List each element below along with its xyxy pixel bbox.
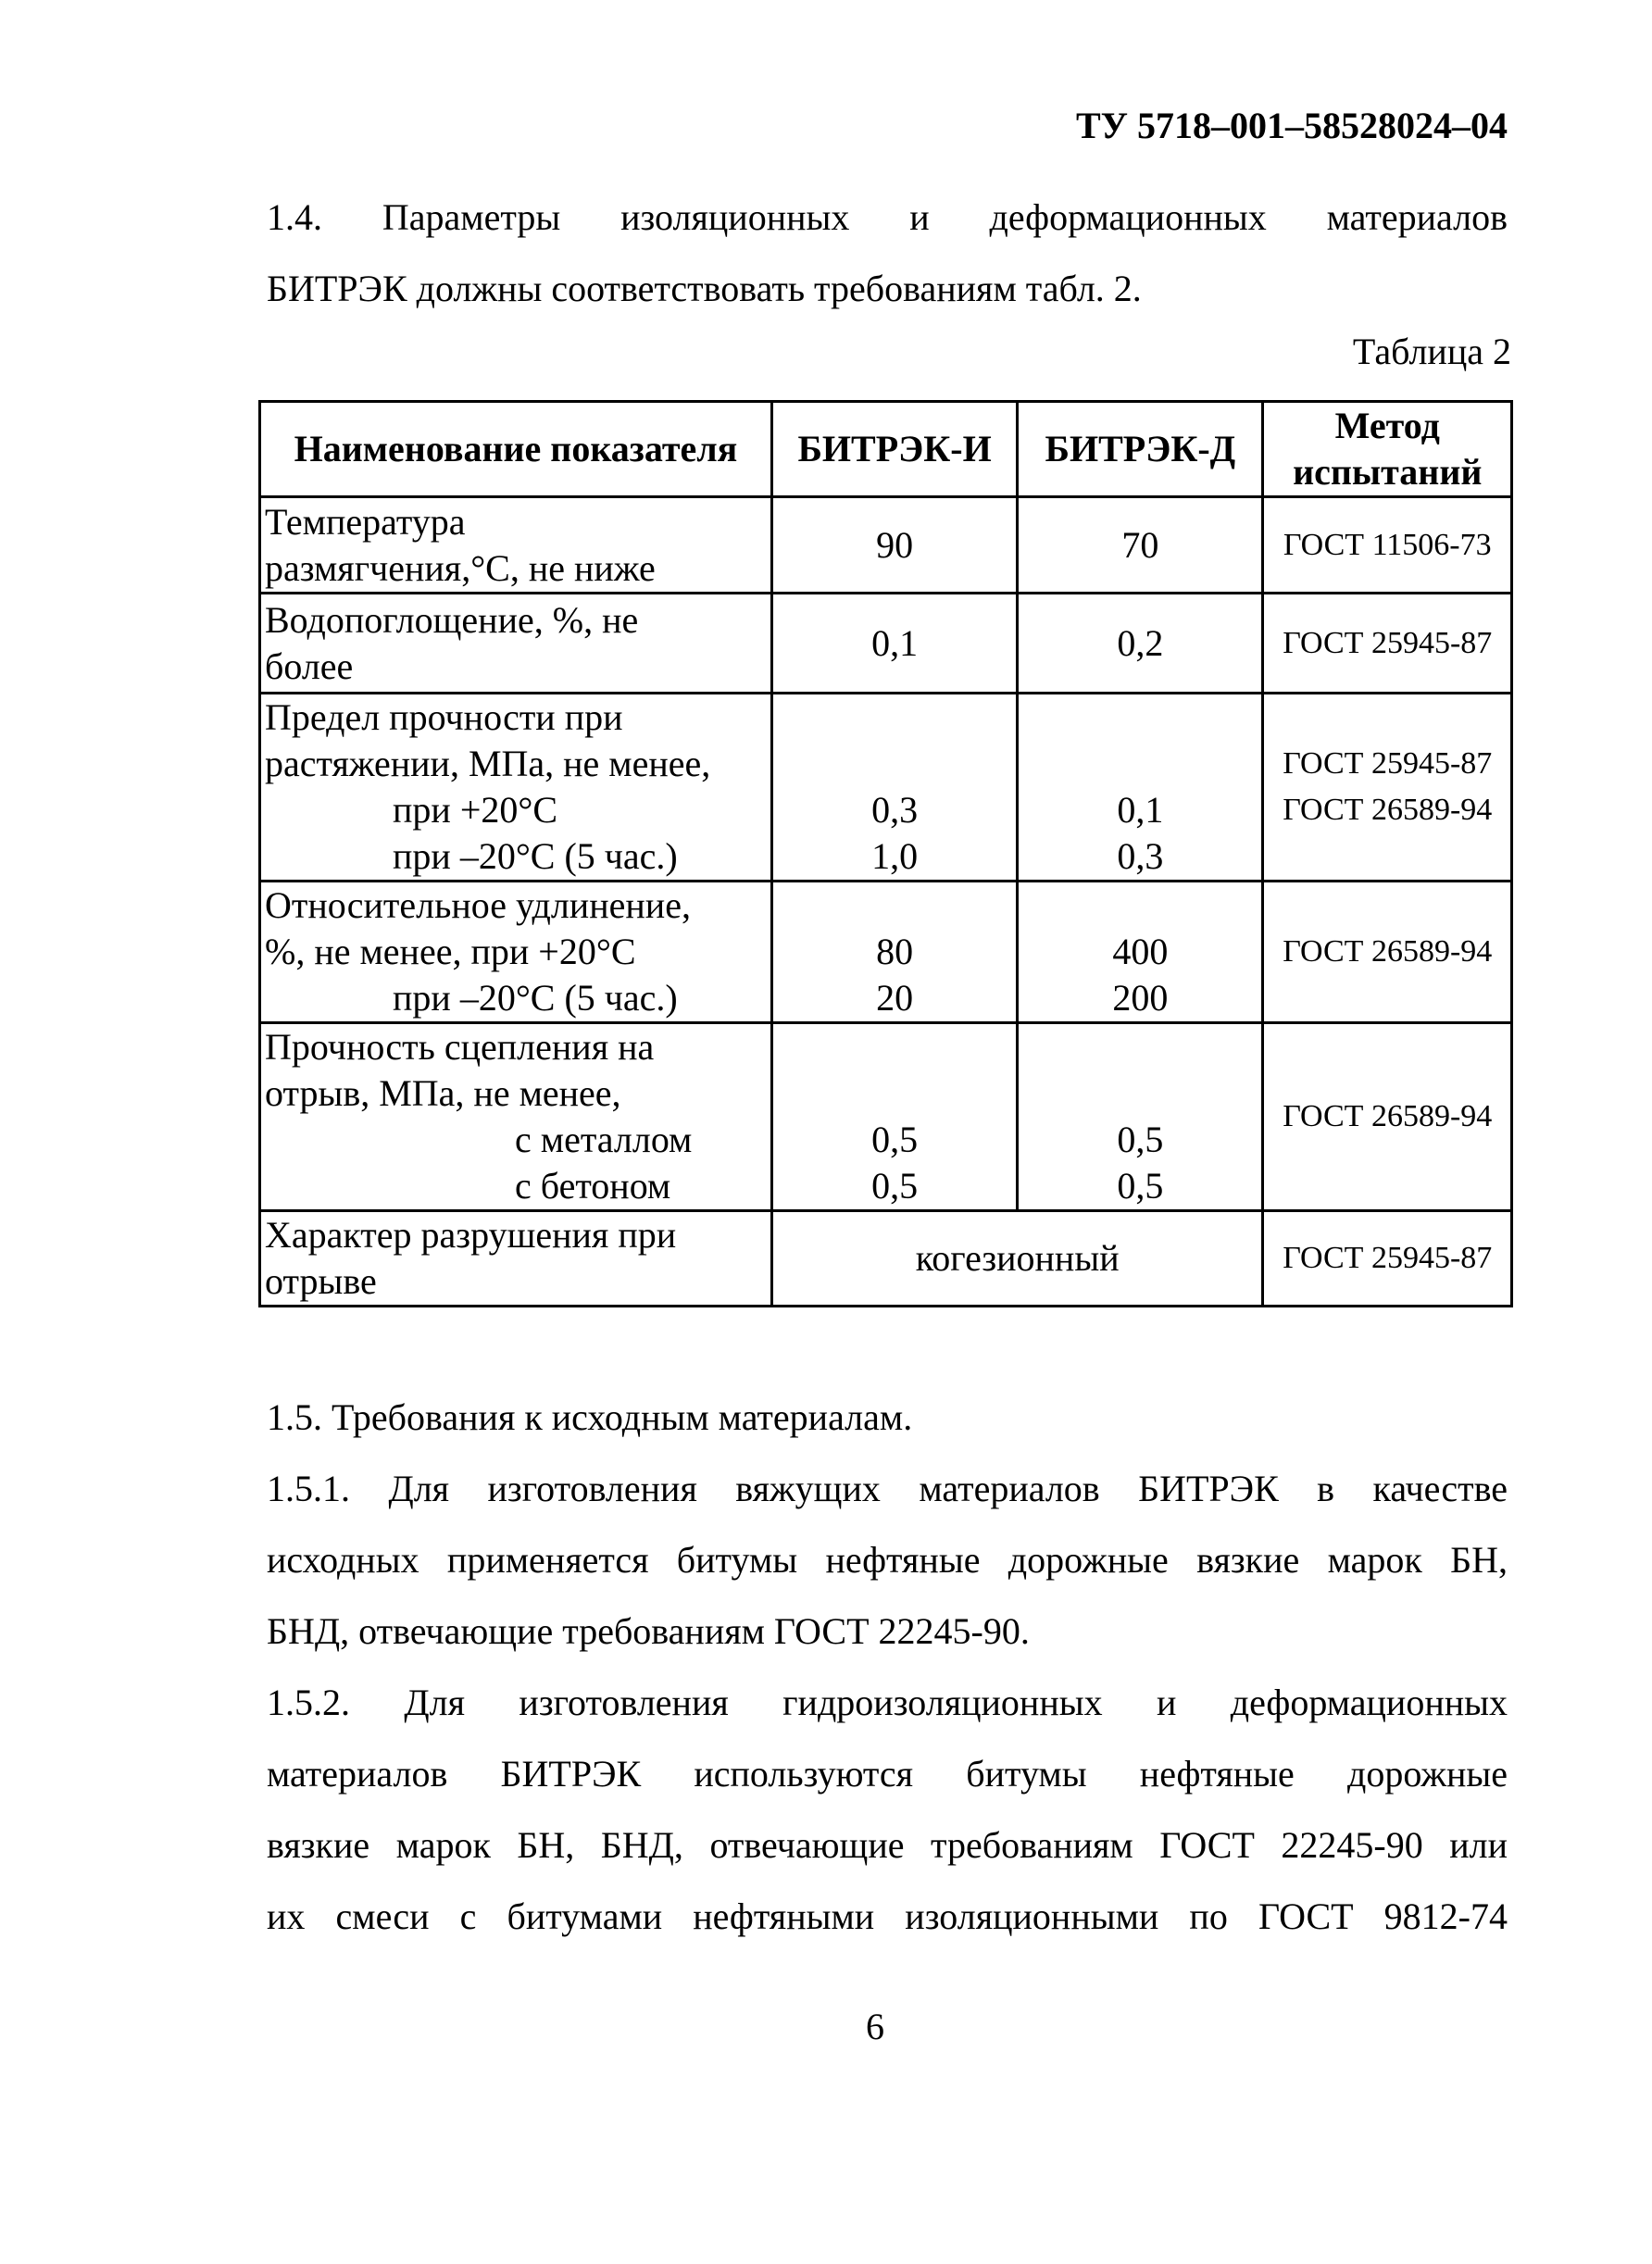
table-cell: 70 [1018,497,1263,594]
cell-line: %, не менее, при +20°С [265,931,636,972]
cell-line: 1,0 [871,835,919,877]
cell-line: Метод [1334,405,1440,446]
cell-line: Температура [265,500,466,543]
table-cell [771,1023,1017,1211]
paragraph-line: БНД, отвечающие требованиям ГОСТ 22245-90. [267,1610,1030,1652]
section-1-5 [267,1382,1508,1952]
header-name: Наименование показателя [260,402,772,497]
cell-line: при –20°С (5 час.) [393,835,678,877]
cell-line: ГОСТ 25945-87 [1283,746,1493,781]
cell-line: 20 [876,977,914,1019]
table-cell [1263,694,1512,882]
table-row [260,1211,1512,1307]
cell-line: 400 [1112,931,1169,972]
table-cell [260,1211,772,1307]
table-row [260,594,1512,694]
table-cell [771,694,1017,882]
paragraph-line: их смеси с битумами нефтяными изоляционными по ГОСТ 9812-74 [267,1895,1508,1937]
paragraph-line: вязкие марок БН, БНД, отвечающие требованиям ГОСТ 22245-90 или [267,1824,1508,1866]
cell-line: Водопоглощение, %, не [265,598,639,641]
paragraph-line: БИТРЭК должны соответствовать требованиям табл. 2. [267,268,1142,309]
cell-line: отрыв, МПа, не менее, [265,1072,621,1114]
table-cell: ГОСТ 25945-87 [1263,1211,1512,1307]
table-cell [260,1023,772,1211]
table-caption: Таблица 2 [1352,331,1511,372]
section-title: 1.5. Требования к исходным материалам. [267,1396,913,1438]
cell-line: 0,3 [1117,835,1164,877]
cell-line: 0,3 [871,789,919,831]
cell-line: ГОСТ 26589-94 [1283,793,1493,827]
paragraph-line: 1.5.2. Для изготовления гидроизоляционных и деформационных [267,1682,1508,1723]
table-header-row [260,402,1512,497]
table-cell [1018,882,1263,1023]
table-cell [771,882,1017,1023]
paragraph-line: исходных применяется битумы нефтяные дорожные вязкие марок БН, [267,1539,1508,1581]
paragraph-line: 1.4. Параметры изоляционных и деформационных материалов [267,196,1508,238]
cell-line: 80 [876,931,914,972]
table-cell: ГОСТ 26589-94 [1263,1023,1512,1211]
cell-line: с металлом [515,1119,693,1160]
table-cell: ГОСТ 26589-94 [1263,882,1512,1023]
table-row [260,1023,1512,1211]
table-cell: 0,2 [1018,594,1263,694]
section-1-4 [267,181,1508,324]
cell-line: Относительное удлинение, [265,884,691,926]
cell-line: 0,5 [871,1165,919,1207]
paragraph-line: 1.5.1. Для изготовления вяжущих материалов БИТРЭК в качестве [267,1468,1508,1509]
merged-value: когезионный [771,1211,1263,1307]
cell-line: Предел прочности при [265,696,623,738]
parameters-table [258,400,1513,1307]
header-bitrek-i: БИТРЭК-И [771,402,1017,497]
cell-line: испытаний [1293,451,1483,493]
table-cell: ГОСТ 25945-87 [1263,594,1512,694]
table-cell [260,694,772,882]
table-cell: ГОСТ 11506-73 [1263,497,1512,594]
cell-line: Характер разрушения при [265,1214,677,1256]
paragraph-line: материалов БИТРЭК используются битумы нефтяные дорожные [267,1753,1508,1795]
cell-line: 0,5 [871,1119,919,1160]
cell-line: с бетоном [515,1165,671,1207]
cell-line: 0,1 [1117,789,1164,831]
table-row [260,882,1512,1023]
cell-line: размягчения,°С, не ниже [265,546,656,589]
cell-line: растяжении, МПа, не менее, [265,743,711,784]
table-cell: 0,1 [771,594,1017,694]
cell-line: 0,5 [1117,1165,1164,1207]
table-cell: 90 [771,497,1017,594]
document-code: ТУ 5718–001–58528024–04 [1075,105,1508,146]
table-row [260,694,1512,882]
header-bitrek-d: БИТРЭК-Д [1018,402,1263,497]
cell-line: отрыве [265,1260,377,1302]
table-cell [260,882,772,1023]
cell-line: 200 [1112,977,1169,1019]
header-method [1263,402,1512,497]
cell-line: более [265,644,354,687]
cell-line: 0,5 [1117,1119,1164,1160]
page-number: 6 [866,2006,884,2047]
cell-line: при +20°С [393,789,558,831]
table-cell [1018,694,1263,882]
table-cell [260,594,772,694]
table-row [260,497,1512,594]
table-cell [1018,1023,1263,1211]
cell-line: при –20°С (5 час.) [393,977,678,1019]
table-cell [260,497,772,594]
cell-line: Прочность сцепления на [265,1026,655,1068]
